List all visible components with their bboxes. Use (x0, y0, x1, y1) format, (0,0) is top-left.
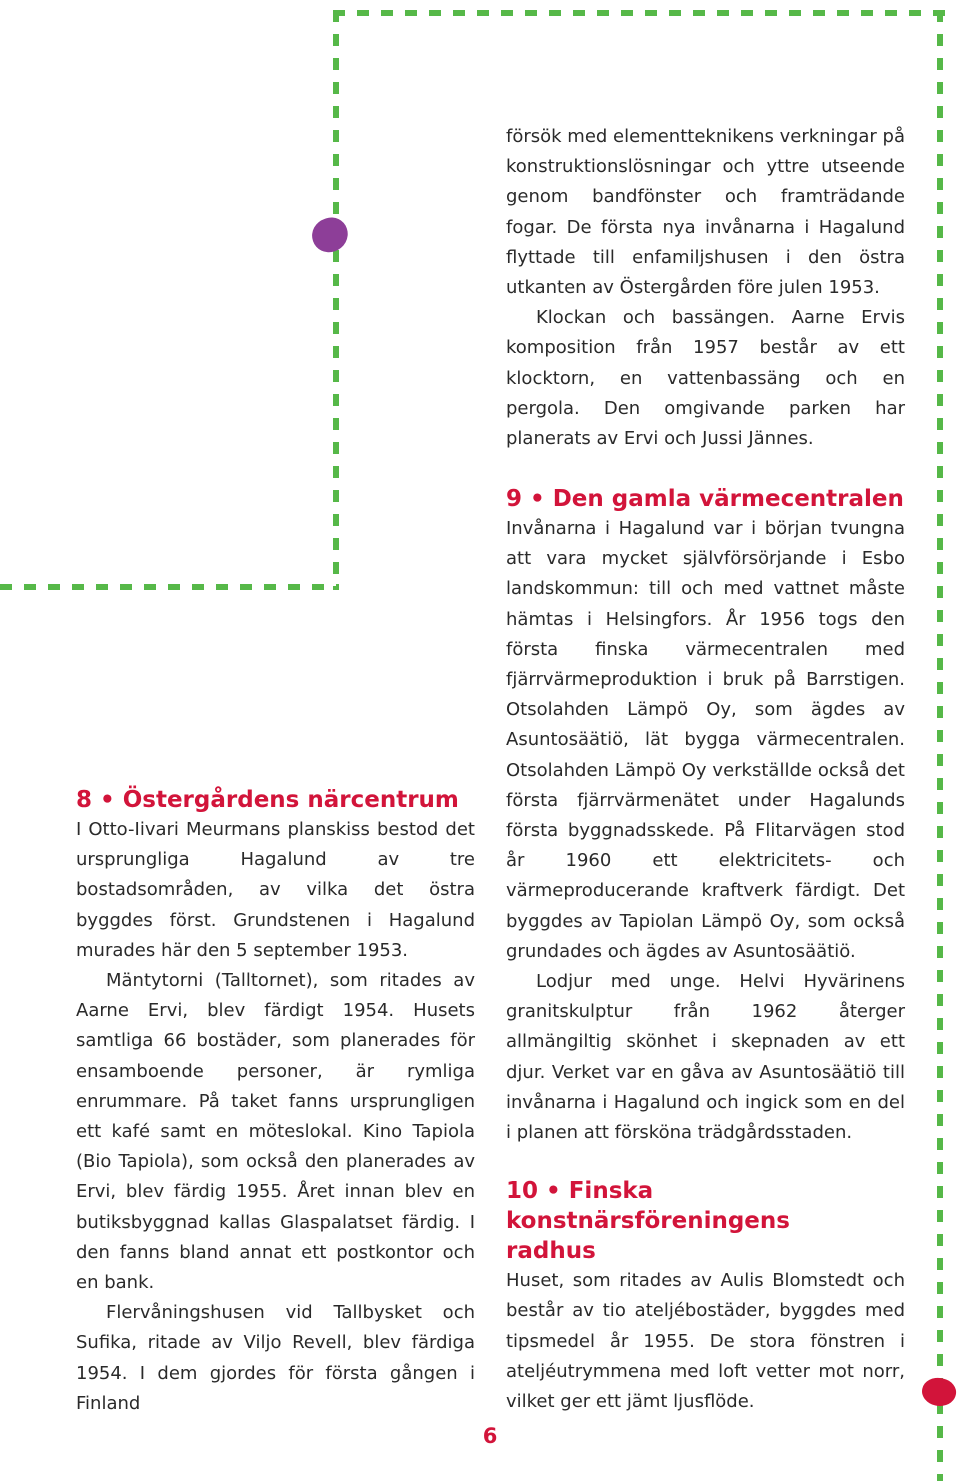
section-8-heading: 8 • Östergårdens närcentrum (76, 787, 459, 813)
frame-middle-border (0, 584, 339, 590)
body-paragraph: I Otto-Iivari Meurmans planskiss bestod det ursprungliga Hagalund av tre bostadsområden, av vilka det östra byggdes först. Grundstenen i Hagalund murades här den 5 september 1953. (76, 819, 475, 961)
frame-top-border (333, 10, 945, 16)
right-top-column (506, 122, 905, 454)
body-paragraph: Lodjur med unge. Helvi Hyvärinens granitskulptur från 1962 återger allmängiltig skönhet i skepnaden av ett djur. Verket var en gåva av Asuntosäätiö till invånarna i Hagalund och ingick som en del i planen att försköna trädgårdsstaden. (506, 971, 905, 1144)
section-9-heading: 9 • Den gamla värmecentralen (506, 486, 904, 512)
purple-dot (308, 213, 353, 256)
page-number: 6 (482, 1424, 498, 1448)
body-paragraph: Mäntytorni (Talltornet), som ritades av Aarne Ervi, blev färdigt 1954. Husets samtliga 66 bostäder, som planerades för ensamboende personer, är rymliga enrummare. På taket fanns ursprungligen ett kafé samt en möteslokal. Kino Tapiola (Bio Tapiola), som också den planerades av Ervi, blev färdig 1955. Året innan blev en butiksbyggnad kallas Glaspalatset färdig. I den fanns bland annat ett postkontor och en bank. (76, 970, 475, 1294)
body-paragraph: försök med elementteknikens verkningar på konstruktionslösningar och yttre utseende genom bandfönster och framträdande fogar. De första nya invånarna i Hagalund flyttade till enfamiljshusen i den östra utkanten av Östergården före julen 1953. (506, 126, 905, 299)
section-10-heading: 10 • Finska konstnärsföreningens radhus (506, 1178, 790, 1265)
frame-left-border (333, 10, 339, 590)
body-paragraph: Invånarna i Hagalund var i början tvungna att vara mycket självförsörjande i Esbo landskommun: till och med vattnet måste hämtas i Helsingfors. År 1956 togs den första finska värmecentralen med fjärrvärmeproduktion i bruk på Barrstigen. Otsolahden Lämpö Oy, som ägdes av Asuntosäätiö, lät bygga värmecentralen. Otsolahden Lämpö Oy verkställde också det första fjärrvärmenätet under Hagalunds första byggnadsskede. På Flitarvägen stod år 1960 ett elektricitets- och värmeproducerande kraftverk färdigt. Det byggdes av Tapiolan Lämpö Oy, som också grundades och ägdes av Asuntosäätiö. (506, 518, 905, 962)
left-column (76, 785, 475, 1419)
body-paragraph: Klockan och bassängen. Aarne Ervis komposition från 1957 består av ett klocktorn, en vattenbassäng och en pergola. Den omgivande parken har planerats av Ervi och Jussi Jännes. (506, 307, 905, 450)
frame-right-border (937, 10, 943, 1481)
body-paragraph: Huset, som ritades av Aulis Blomstedt och består av tio ateljébostäder, byggdes med tipsmedel år 1955. De stora fönstren i ateljéutrymmena med loft vetter mot norr, vilket ger ett jämt ljusflöde. (506, 1270, 905, 1413)
body-paragraph: Flervåningshusen vid Tallbysket och Sufika, ritade av Viljo Revell, blev färdiga 1954. I dem gjordes för första gången i Finland (76, 1302, 475, 1414)
red-dot (919, 1375, 958, 1409)
right-bottom-column (506, 484, 905, 1417)
